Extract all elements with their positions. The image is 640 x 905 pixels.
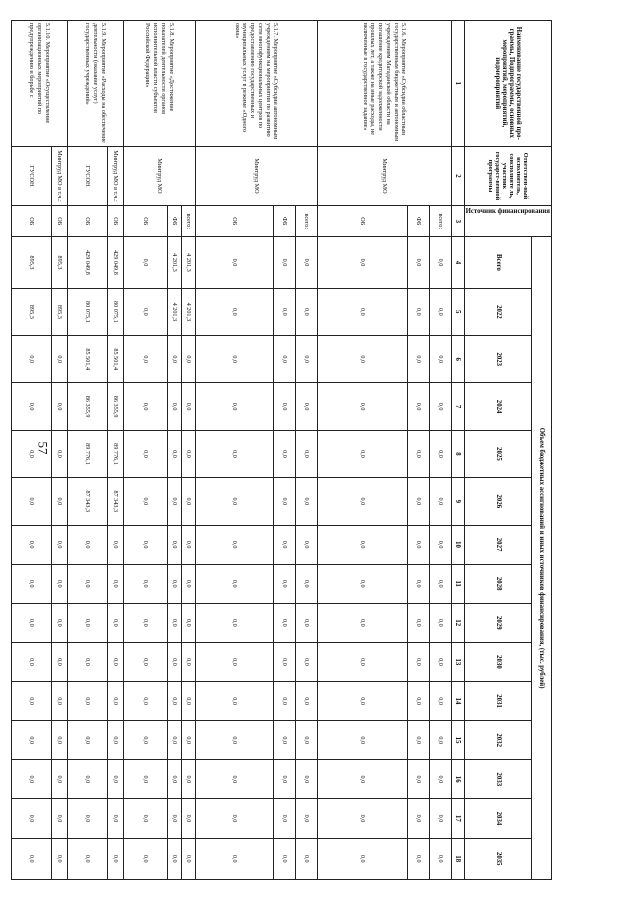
amount-cell: 0,0	[107, 799, 123, 838]
table-row	[67, 21, 107, 880]
amount-cell: 895,3	[11, 288, 51, 335]
amount-cell: 0,0	[273, 564, 295, 603]
funding-source: ОБ	[123, 206, 167, 237]
executor: Минтруд МО	[317, 146, 451, 206]
amount-cell: 0,0	[429, 336, 451, 383]
amount-cell: 0,0	[295, 564, 317, 603]
amount-cell: 0,0	[107, 760, 123, 799]
amount-cell: 0,0	[107, 838, 123, 880]
amount-cell: 0,0	[407, 721, 429, 760]
amount-cell: 0,0	[123, 383, 167, 430]
amount-cell: 0,0	[107, 642, 123, 681]
column-index: 5	[451, 288, 464, 335]
amount-cell: 895,3	[51, 288, 67, 335]
amount-cell: 0,0	[407, 799, 429, 838]
amount-cell: 0,0	[317, 336, 407, 383]
amount-cell: 0,0	[273, 478, 295, 525]
amount-cell: 0,0	[11, 721, 51, 760]
executor: Минтруд МО	[195, 146, 317, 206]
executor: Минтруд МО в т.ч.:	[107, 146, 123, 206]
amount-cell: 0,0	[51, 525, 67, 564]
header-year: 2022	[464, 288, 532, 335]
amount-cell: 0,0	[317, 383, 407, 430]
amount-cell: 0,0	[295, 525, 317, 564]
amount-cell: 0,0	[295, 603, 317, 642]
measure-name: 5.1.6. Мероприятие «Субсидии областным государственным бюджетным и автономным учреждениям Магаданской области на погашение кредиторской задолженности прошлых лет, а также на иные расходы, не включенные в государственное задание»	[317, 21, 451, 147]
header-year: 2024	[464, 383, 532, 430]
column-index: 13	[451, 642, 464, 681]
amount-cell: 0,0	[195, 525, 273, 564]
amount-cell: 87 343,3	[67, 478, 107, 525]
amount-cell: 0,0	[67, 799, 107, 838]
amount-cell: 0,0	[429, 642, 451, 681]
amount-cell: 4 201,3	[167, 237, 181, 288]
header-year: 2028	[464, 564, 532, 603]
amount-cell: 0,0	[181, 642, 195, 681]
amount-cell: 0,0	[51, 642, 67, 681]
amount-cell: 0,0	[167, 383, 181, 430]
amount-cell: 0,0	[107, 603, 123, 642]
amount-cell: 0,0	[317, 760, 407, 799]
amount-cell: 0,0	[317, 288, 407, 335]
amount-cell: 0,0	[123, 642, 167, 681]
amount-cell: 0,0	[11, 603, 51, 642]
amount-cell: 0,0	[167, 838, 181, 880]
amount-cell: 0,0	[273, 603, 295, 642]
amount-cell: 0,0	[273, 336, 295, 383]
amount-cell: 0,0	[181, 525, 195, 564]
amount-cell: 0,0	[295, 430, 317, 477]
amount-cell: 0,0	[123, 336, 167, 383]
amount-cell: 0,0	[51, 564, 67, 603]
amount-cell: 0,0	[317, 564, 407, 603]
header-year: 2026	[464, 478, 532, 525]
amount-cell: 0,0	[429, 430, 451, 477]
amount-cell: 0,0	[295, 478, 317, 525]
amount-cell: 0,0	[123, 682, 167, 721]
amount-cell: 0,0	[195, 721, 273, 760]
amount-cell: 0,0	[317, 642, 407, 681]
amount-cell: 0,0	[167, 642, 181, 681]
amount-cell: 0,0	[295, 760, 317, 799]
funding-source: всего:	[429, 206, 451, 237]
amount-cell: 0,0	[51, 603, 67, 642]
amount-cell: 0,0	[295, 237, 317, 288]
amount-cell: 0,0	[195, 799, 273, 838]
amount-cell: 0,0	[51, 760, 67, 799]
amount-cell: 0,0	[317, 682, 407, 721]
funding-source: ОБ	[67, 206, 107, 237]
header-year: 2025	[464, 430, 532, 477]
column-index: 14	[451, 682, 464, 721]
column-index: 7	[451, 383, 464, 430]
amount-cell: 0,0	[123, 760, 167, 799]
amount-cell: 0,0	[123, 564, 167, 603]
amount-cell: 0,0	[429, 603, 451, 642]
amount-cell: 0,0	[167, 564, 181, 603]
amount-cell: 0,0	[67, 642, 107, 681]
amount-cell: 0,0	[107, 682, 123, 721]
amount-cell: 0,0	[51, 336, 67, 383]
amount-cell: 80 075,1	[67, 288, 107, 335]
header-year: 2031	[464, 682, 532, 721]
amount-cell: 0,0	[407, 525, 429, 564]
amount-cell: 0,0	[407, 838, 429, 880]
amount-cell: 0,0	[429, 288, 451, 335]
header-year: 2029	[464, 603, 532, 642]
amount-cell: 0,0	[317, 603, 407, 642]
funding-source: всего:	[295, 206, 317, 237]
amount-cell: 0,0	[429, 525, 451, 564]
amount-cell: 0,0	[295, 336, 317, 383]
header-year: 2030	[464, 642, 532, 681]
amount-cell: 0,0	[195, 838, 273, 880]
amount-cell: 0,0	[429, 799, 451, 838]
amount-cell: 0,0	[295, 288, 317, 335]
table-row	[181, 21, 195, 880]
header-group: Объем бюджетных ассигнований и иных источников финансирования, (тыс. рублей)	[532, 237, 552, 880]
amount-cell: 0,0	[167, 478, 181, 525]
amount-cell: 0,0	[407, 760, 429, 799]
column-index: 12	[451, 603, 464, 642]
header-year: 2033	[464, 760, 532, 799]
amount-cell: 0,0	[11, 478, 51, 525]
amount-cell: 0,0	[123, 478, 167, 525]
table-row	[11, 21, 51, 880]
amount-cell: 87 343,3	[107, 478, 123, 525]
amount-cell: 4 201,3	[181, 288, 195, 335]
amount-cell: 0,0	[67, 603, 107, 642]
amount-cell: 0,0	[273, 288, 295, 335]
amount-cell: 0,0	[107, 564, 123, 603]
header-source	[464, 206, 551, 237]
amount-cell: 0,0	[11, 564, 51, 603]
amount-cell: 0,0	[167, 525, 181, 564]
amount-cell: 0,0	[67, 760, 107, 799]
amount-cell: 0,0	[181, 721, 195, 760]
page-number: 57	[35, 441, 51, 455]
amount-cell: 0,0	[295, 383, 317, 430]
amount-cell: 0,0	[181, 682, 195, 721]
amount-cell: 0,0	[51, 838, 67, 880]
amount-cell: 0,0	[295, 838, 317, 880]
amount-cell: 0,0	[67, 721, 107, 760]
amount-cell: 0,0	[67, 682, 107, 721]
amount-cell: 89 776,1	[67, 430, 107, 477]
amount-cell: 0,0	[67, 525, 107, 564]
amount-cell: 0,0	[123, 838, 167, 880]
table-row	[429, 21, 451, 880]
amount-cell: 0,0	[123, 288, 167, 335]
amount-cell: 0,0	[195, 237, 273, 288]
amount-cell: 0,0	[195, 603, 273, 642]
amount-cell: 429 049,8	[67, 237, 107, 288]
amount-cell: 0,0	[11, 430, 51, 477]
amount-cell: 0,0	[107, 721, 123, 760]
header-source-text: Источник финансирования	[465, 208, 550, 216]
amount-cell: 0,0	[195, 760, 273, 799]
table-body	[11, 21, 451, 880]
amount-cell: 0,0	[407, 383, 429, 430]
amount-cell: 0,0	[429, 383, 451, 430]
funding-source: ОБ	[317, 206, 407, 237]
amount-cell: 0,0	[181, 760, 195, 799]
amount-cell: 0,0	[273, 721, 295, 760]
amount-cell: 0,0	[429, 838, 451, 880]
column-index: 8	[451, 430, 464, 477]
amount-cell: 85 501,4	[107, 336, 123, 383]
amount-cell: 0,0	[11, 838, 51, 880]
amount-cell: 0,0	[123, 237, 167, 288]
amount-cell: 0,0	[67, 564, 107, 603]
amount-cell: 0,0	[295, 721, 317, 760]
amount-cell: 0,0	[167, 336, 181, 383]
column-index: 3	[451, 206, 464, 237]
column-index: 1	[451, 21, 464, 147]
column-index: 10	[451, 525, 464, 564]
amount-cell: 0,0	[195, 430, 273, 477]
amount-cell: 0,0	[317, 799, 407, 838]
column-index: 15	[451, 721, 464, 760]
column-index: 16	[451, 760, 464, 799]
amount-cell: 0,0	[195, 288, 273, 335]
amount-cell: 0,0	[11, 336, 51, 383]
amount-cell: 0,0	[181, 430, 195, 477]
header-year: Всего	[464, 237, 532, 288]
amount-cell: 0,0	[317, 478, 407, 525]
funding-source: ОБ	[107, 206, 123, 237]
header-year: 2032	[464, 721, 532, 760]
amount-cell: 0,0	[195, 564, 273, 603]
table-row	[107, 21, 123, 880]
amount-cell: 0,0	[51, 721, 67, 760]
funding-source: ОБ	[195, 206, 273, 237]
amount-cell: 0,0	[429, 564, 451, 603]
amount-cell: 0,0	[195, 682, 273, 721]
amount-cell: 0,0	[429, 237, 451, 288]
amount-cell: 0,0	[167, 430, 181, 477]
column-index: 9	[451, 478, 464, 525]
amount-cell: 0,0	[273, 430, 295, 477]
amount-cell: 0,0	[123, 603, 167, 642]
header-year: 2023	[464, 336, 532, 383]
amount-cell: 0,0	[429, 721, 451, 760]
amount-cell: 0,0	[429, 760, 451, 799]
amount-cell: 429 049,8	[107, 237, 123, 288]
funding-source: ОБ	[51, 206, 67, 237]
amount-cell: 0,0	[11, 642, 51, 681]
amount-cell: 0,0	[407, 603, 429, 642]
column-index: 6	[451, 336, 464, 383]
amount-cell: 0,0	[429, 478, 451, 525]
amount-cell: 0,0	[407, 682, 429, 721]
amount-cell: 0,0	[317, 721, 407, 760]
measure-name: 5.1.9. Мероприятие «Расходы на обеспечение деятельности (оказание услуг) государственных учреждений»	[67, 21, 123, 147]
amount-cell: 0,0	[407, 237, 429, 288]
header-year: 2027	[464, 525, 532, 564]
amount-cell: 4 201,3	[181, 237, 195, 288]
amount-cell: 86 355,9	[107, 383, 123, 430]
amount-cell: 0,0	[273, 682, 295, 721]
funding-source: всего:	[181, 206, 195, 237]
amount-cell: 0,0	[195, 642, 273, 681]
amount-cell: 895,3	[51, 237, 67, 288]
amount-cell: 0,0	[273, 642, 295, 681]
amount-cell: 0,0	[407, 430, 429, 477]
amount-cell: 0,0	[181, 603, 195, 642]
amount-cell: 0,0	[167, 682, 181, 721]
amount-cell: 4 201,3	[167, 288, 181, 335]
amount-cell: 0,0	[273, 838, 295, 880]
amount-cell: 0,0	[273, 237, 295, 288]
amount-cell: 0,0	[195, 383, 273, 430]
amount-cell: 0,0	[11, 525, 51, 564]
amount-cell: 80 075,1	[107, 288, 123, 335]
amount-cell: 0,0	[107, 525, 123, 564]
amount-cell: 0,0	[407, 336, 429, 383]
funding-source: ФБ	[407, 206, 429, 237]
header-executor: Ответствен-ный исполнитель, соисполните ль, участник государст-венной программы	[464, 146, 551, 206]
amount-cell: 0,0	[195, 336, 273, 383]
amount-cell: 0,0	[407, 288, 429, 335]
measure-name: 5.1.7. Мероприятие «Субсидии автономным учреждениям на мероприятия по развитию сети многофункциональных центров по предоставлению государственных и муниципальных услуг в режиме «Одного окна»	[195, 21, 317, 147]
amount-cell: 0,0	[181, 383, 195, 430]
amount-cell: 89 776,1	[107, 430, 123, 477]
header-name: Наименование государственной про-граммы, Подпрограммы, основных мероприятий, мероприятий, подмероприятий	[464, 21, 551, 147]
table-row	[295, 21, 317, 880]
header-year: 2034	[464, 799, 532, 838]
amount-cell: 0,0	[295, 682, 317, 721]
amount-cell: 0,0	[11, 682, 51, 721]
amount-cell: 0,0	[273, 799, 295, 838]
amount-cell: 0,0	[67, 838, 107, 880]
amount-cell: 0,0	[181, 564, 195, 603]
measure-name: 5.1.10. Мероприятие «Осуществление организационных мероприятий по предупреждению и борьбе с	[11, 21, 67, 147]
amount-cell: 0,0	[273, 760, 295, 799]
amount-cell: 0,0	[295, 642, 317, 681]
amount-cell: 0,0	[167, 721, 181, 760]
amount-cell: 0,0	[273, 383, 295, 430]
amount-cell: 895,3	[11, 237, 51, 288]
amount-cell: 0,0	[295, 799, 317, 838]
funding-source: ФБ	[273, 206, 295, 237]
executor: Минтруд МО в т.ч.:	[51, 146, 67, 206]
amount-cell: 0,0	[429, 682, 451, 721]
amount-cell: 0,0	[51, 478, 67, 525]
funding-source: ОБ	[11, 206, 51, 237]
executor: ГУСОН	[67, 146, 107, 206]
amount-cell: 0,0	[123, 799, 167, 838]
amount-cell: 0,0	[123, 525, 167, 564]
amount-cell: 0,0	[11, 383, 51, 430]
index-row	[451, 21, 464, 880]
header-year: 2035	[464, 838, 532, 880]
table-row	[51, 21, 67, 880]
amount-cell: 0,0	[167, 603, 181, 642]
amount-cell: 0,0	[181, 799, 195, 838]
amount-cell: 0,0	[123, 721, 167, 760]
amount-cell: 0,0	[123, 430, 167, 477]
amount-cell: 0,0	[407, 564, 429, 603]
funding-source: ФБ	[167, 206, 181, 237]
amount-cell: 0,0	[317, 430, 407, 477]
column-index: 11	[451, 564, 464, 603]
amount-cell: 0,0	[51, 430, 67, 477]
budget-table	[11, 20, 552, 880]
amount-cell: 0,0	[11, 760, 51, 799]
amount-cell: 0,0	[407, 642, 429, 681]
amount-cell: 0,0	[181, 336, 195, 383]
amount-cell: 0,0	[167, 760, 181, 799]
amount-cell: 0,0	[167, 799, 181, 838]
amount-cell: 0,0	[181, 478, 195, 525]
column-index: 18	[451, 838, 464, 880]
column-index: 17	[451, 799, 464, 838]
amount-cell: 0,0	[317, 237, 407, 288]
amount-cell: 0,0	[51, 799, 67, 838]
measure-name: 5.1.8. Мероприятие «Достижение показателей деятельности органов исполнительной власти субъектов Российской Федерации»	[123, 21, 195, 147]
amount-cell: 0,0	[11, 799, 51, 838]
amount-cell: 0,0	[51, 682, 67, 721]
amount-cell: 0,0	[51, 383, 67, 430]
amount-cell: 0,0	[195, 478, 273, 525]
column-index: 4	[451, 237, 464, 288]
column-index: 2	[451, 146, 464, 206]
executor: ГУСОН	[11, 146, 51, 206]
amount-cell: 86 355,9	[67, 383, 107, 430]
amount-cell: 0,0	[317, 838, 407, 880]
executor: Минтруд МО	[123, 146, 195, 206]
amount-cell: 0,0	[407, 478, 429, 525]
amount-cell: 0,0	[181, 838, 195, 880]
amount-cell: 0,0	[317, 525, 407, 564]
amount-cell: 0,0	[273, 525, 295, 564]
amount-cell: 85 501,4	[67, 336, 107, 383]
